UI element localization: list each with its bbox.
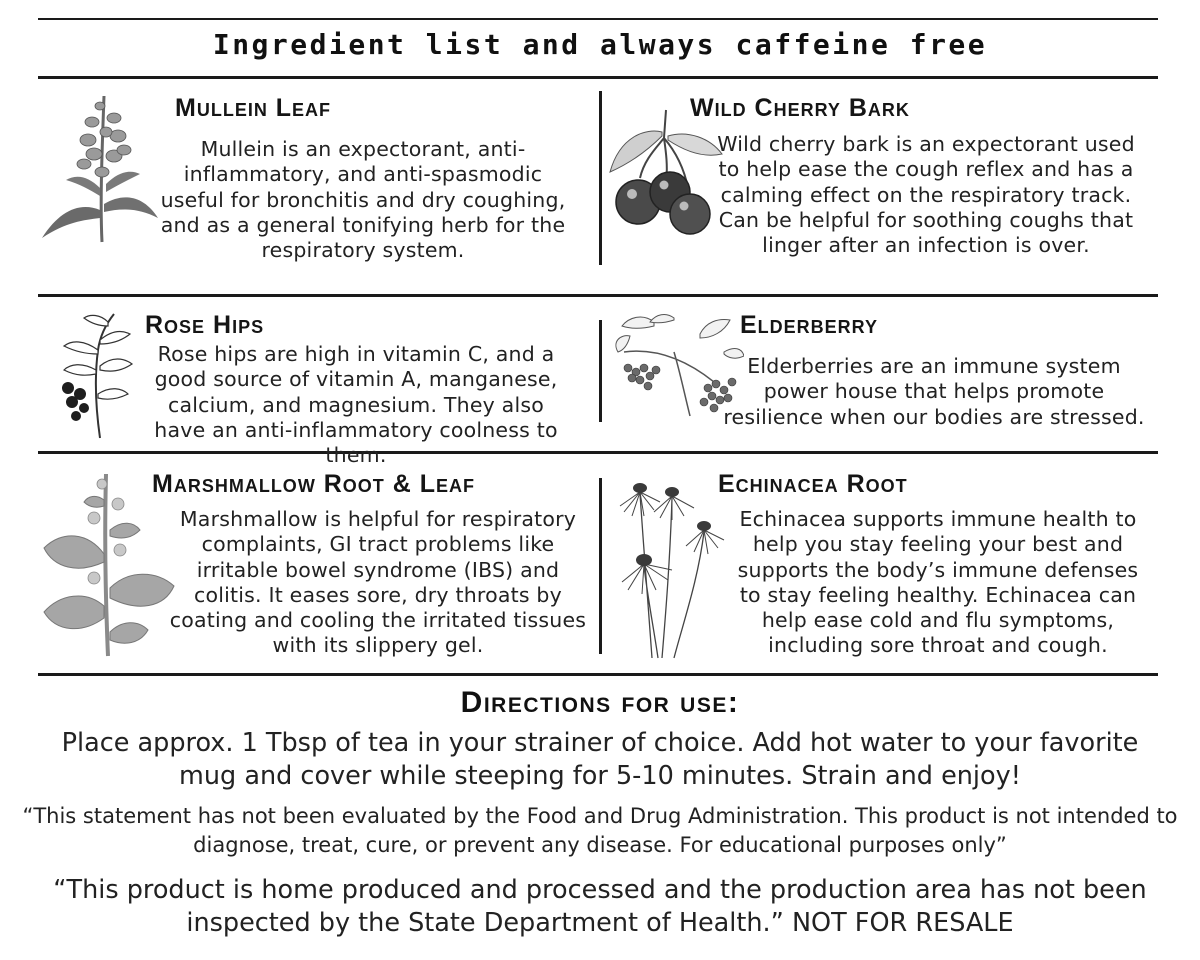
ingredient-name: Mullein Leaf <box>175 94 332 122</box>
ingredient-name: Elderberry <box>740 311 879 339</box>
mullein-flower-icon <box>40 92 160 247</box>
rose-hip-branch-icon <box>50 310 135 440</box>
row-divider-1 <box>38 294 1158 297</box>
ingredient-name: Rose Hips <box>145 311 265 339</box>
echinacea-flower-icon <box>614 470 726 660</box>
page-title: Ingredient list and always caffeine free <box>212 28 988 61</box>
directions-text: Place approx. 1 Tbsp of tea in your strainer of choice. Add hot water to your favorite mug and cover while steeping for 5-10 minutes. Strain and enjoy! <box>61 728 1139 791</box>
resale-disclaimer: “This product is home produced and processed and the production area has not been inspected by the State Department of Health.” NOT FOR RESALE <box>53 875 1147 938</box>
column-divider-3 <box>599 478 602 654</box>
ingredient-description: Wild cherry bark is an expectorant used to help ease the cough reflex and has a calming effect on the respiratory track. Can be helpful for soothing coughs that linger after an infection is over. <box>717 132 1135 258</box>
row-divider-3 <box>38 673 1158 676</box>
cherry-branch-icon <box>606 108 726 238</box>
ingredient-description: Mullein is an expectorant, anti-inflammatory, and anti-spasmodic useful for bronchitis and dry coughing, and as a general tonifying herb for the respiratory system. <box>160 137 566 263</box>
ingredient-name: Marshmallow Root & Leaf <box>152 470 476 498</box>
ingredient-name: Wild Cherry Bark <box>690 94 910 122</box>
fda-disclaimer: “This statement has not been evaluated by the Food and Drug Administration. This product is not intended to diagnose, treat, cure, or prevent any disease. For educational purposes only” <box>22 804 1178 857</box>
ingredient-name: Echinacea Root <box>718 470 908 498</box>
directions-title: Directions for use: <box>460 686 740 719</box>
title-rule <box>38 76 1158 79</box>
column-divider-1 <box>599 91 602 265</box>
ingredient-description: Rose hips are high in vitamin C, and a good source of vitamin A, manganese, calcium, and magnesium. They also have an anti-inflammatory coolness to them. <box>154 342 558 468</box>
ingredient-description: Echinacea supports immune health to help you stay feeling your best and supports the body’s immune defenses to stay feeling healthy. Echinacea can help ease cold and flu symptoms, including sore throat and cough. <box>737 507 1139 658</box>
ingredient-description: Marshmallow is helpful for respiratory complaints, GI tract problems like irritable bowel syndrome (IBS) and colitis. It eases sore, dry throats by coating and cooling the irritated tissues with its slippery gel. <box>169 507 587 658</box>
column-divider-2 <box>599 320 602 422</box>
ingredient-description: Elderberries are an immune system power house that helps promote resilience when our bodies are stressed. <box>723 354 1145 429</box>
top-rule <box>38 18 1158 20</box>
